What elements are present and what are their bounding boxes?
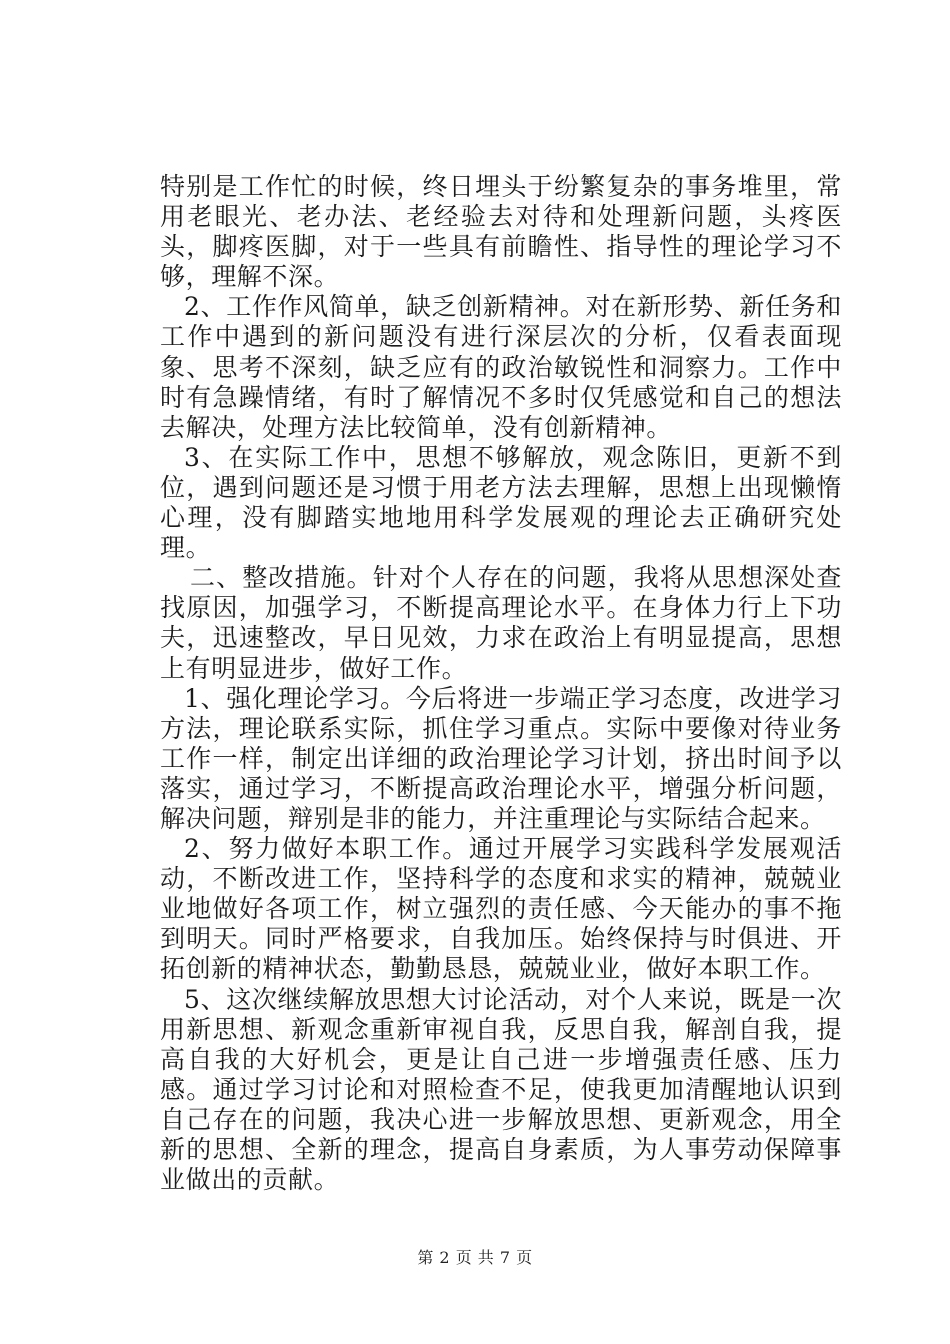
- paragraph-6: 2、努力做好本职工作。通过开展学习实践科学发展观活动，不断改进工作，坚持科学的态度和求实的精神，兢兢业业地做好各项工作，树立强烈的责任感、今天能办的事不拖到明天。同时严格要求，自我加压。始终保持与时俱进、开拓创新的精神状态，勤勤恳恳，兢兢业业，做好本职工作。: [160, 834, 842, 984]
- paragraph-1: 特别是工作忙的时候，终日埋头于纷繁复杂的事务堆里，常用老眼光、老办法、老经验去对待和处理新问题，头疼医头，脚疼医脚，对于一些具有前瞻性、指导性的理论学习不够，理解不深。: [160, 172, 842, 292]
- paragraph-2: 2、工作作风简单，缺乏创新精神。对在新形势、新任务和工作中遇到的新问题没有进行深层次的分析，仅看表面现象、思考不深刻，缺乏应有的政治敏锐性和洞察力。工作中时有急躁情绪，有时了解情况不多时仅凭感觉和自己的想法去解决，处理方法比较简单，没有创新精神。: [160, 292, 842, 442]
- paragraph-7: 5、这次继续解放思想大讨论活动，对个人来说，既是一次用新思想、新观念重新审视自我，反思自我，解剖自我，提高自我的大好机会，更是让自己进一步增强责任感、压力感。通过学习讨论和对照检查不足，使我更加清醒地认识到自己存在的问题，我决心进一步解放思想、更新观念，用全新的思想、全新的理念，提高自身素质，为人事劳动保障事业做出的贡献。: [160, 984, 842, 1195]
- page-number-footer: 第 2 页 共 7 页: [417, 1248, 533, 1267]
- paragraph-5: 1、强化理论学习。今后将进一步端正学习态度，改进学习方法，理论联系实际，抓住学习重点。实际中要像对待业务工作一样，制定出详细的政治理论学习计划，挤出时间予以落实，通过学习，不断提高政治理论水平，增强分析问题，解决问题，辩别是非的能力，并注重理论与实际结合起来。: [160, 683, 842, 833]
- paragraph-3: 3、在实际工作中，思想不够解放，观念陈旧，更新不到位，遇到问题还是习惯于用老方法去理解，思想上出现懒惰心理，没有脚踏实地地用科学发展观的理论去正确研究处理。: [160, 442, 842, 563]
- document-body: [160, 172, 842, 1195]
- paragraph-4: 二、整改措施。针对个人存在的问题，我将从思想深处查找原因，加强学习，不断提高理论水平。在身体力行上下功夫，迅速整改，早日见效，力求在政治上有明显提高，思想上有明显进步，做好工作。: [160, 563, 842, 683]
